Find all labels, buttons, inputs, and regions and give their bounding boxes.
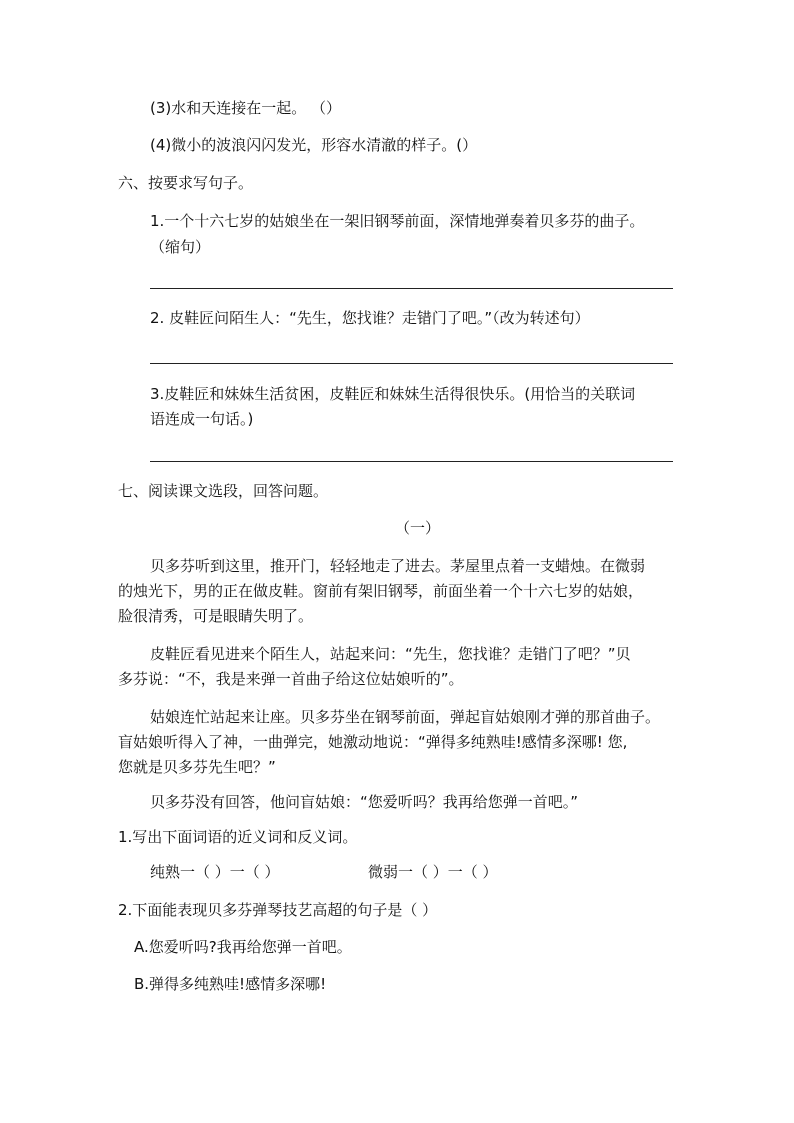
question-6-3-line2: 语连成一句话。) xyxy=(150,410,254,428)
passage-p1-line2: 的烛光下，男的正在做皮鞋。窗前有架旧钢琴，前面坐着一个十六七岁的姑娘， xyxy=(118,582,644,600)
question-7-1: 1.写出下面词语的近义词和反义词。 xyxy=(118,828,358,846)
option-b: B.弹得多纯熟哇!感情多深哪! xyxy=(134,975,327,993)
passage-p2-line2: 多芬说：“不，我是来弹一首曲子给这位姑娘听的”。 xyxy=(118,670,464,688)
passage-p3-line1: 姑娘连忙站起来让座。贝多芬坐在钢琴前面，弹起盲姑娘刚才弹的那首曲子。 xyxy=(150,708,661,726)
section-6-heading: 六、按要求写句子。 xyxy=(118,174,254,192)
answer-line-6-1[interactable] xyxy=(150,288,673,289)
passage-p1-line3: 脸很清秀，可是眼睛失明了。 xyxy=(118,607,314,625)
question-6-1-line2: （缩句） xyxy=(150,238,211,256)
question-6-2: 2. 皮鞋匠问陌生人：“先生，您找谁？走错门了吧。”（改为转述句） xyxy=(150,309,590,327)
question-5-3: (3)水和天连接在一起。 （） xyxy=(150,99,342,117)
question-5-4: (4)微小的波浪闪闪发光，形容水清澈的样子。(） xyxy=(150,136,478,154)
passage-p1-line1: 贝多芬听到这里，推开门，轻轻地走了进去。茅屋里点着一支蜡烛。在微弱 xyxy=(150,557,646,575)
passage-p3-line2: 盲姑娘听得入了神，一曲弹完，她激动地说：“弹得多纯熟哇!感情多深哪! 您, xyxy=(118,733,628,751)
passage-p2-line1: 皮鞋匠看见进来个陌生人，站起来问：“先生，您找谁？走错门了吧？”贝 xyxy=(150,645,631,663)
passage-part-title: （一） xyxy=(395,519,441,537)
option-a: A.您爱听吗?我再给您弹一首吧。 xyxy=(134,938,352,956)
answer-line-6-2[interactable] xyxy=(150,363,673,364)
section-7-heading: 七、阅读课文选段，回答问题。 xyxy=(118,482,329,500)
question-6-1-line1: 1.一个十六七岁的姑娘坐在一架旧钢琴前面，深情地弹奏着贝多芬的曲子。 xyxy=(150,212,645,230)
passage-p4-line1: 贝多芬没有回答，他问盲姑娘：“您爱听吗？我再给您弹一首吧。” xyxy=(150,793,579,811)
question-7-2: 2.下面能表现贝多芬弹琴技艺高超的句子是（ ） xyxy=(118,901,438,919)
answer-line-6-3[interactable] xyxy=(150,461,673,462)
question-6-3-line1: 3.皮鞋匠和妹妹生活贫困，皮鞋匠和妹妹生活得很快乐。(用恰当的关联词 xyxy=(150,385,636,403)
passage-p3-line3: 您就是贝多芬先生吧？” xyxy=(118,758,276,776)
question-7-1-word1: 纯熟一（ ）一（ ） xyxy=(150,863,280,881)
question-7-1-word2: 微弱一（ ）一（ ） xyxy=(368,863,498,881)
